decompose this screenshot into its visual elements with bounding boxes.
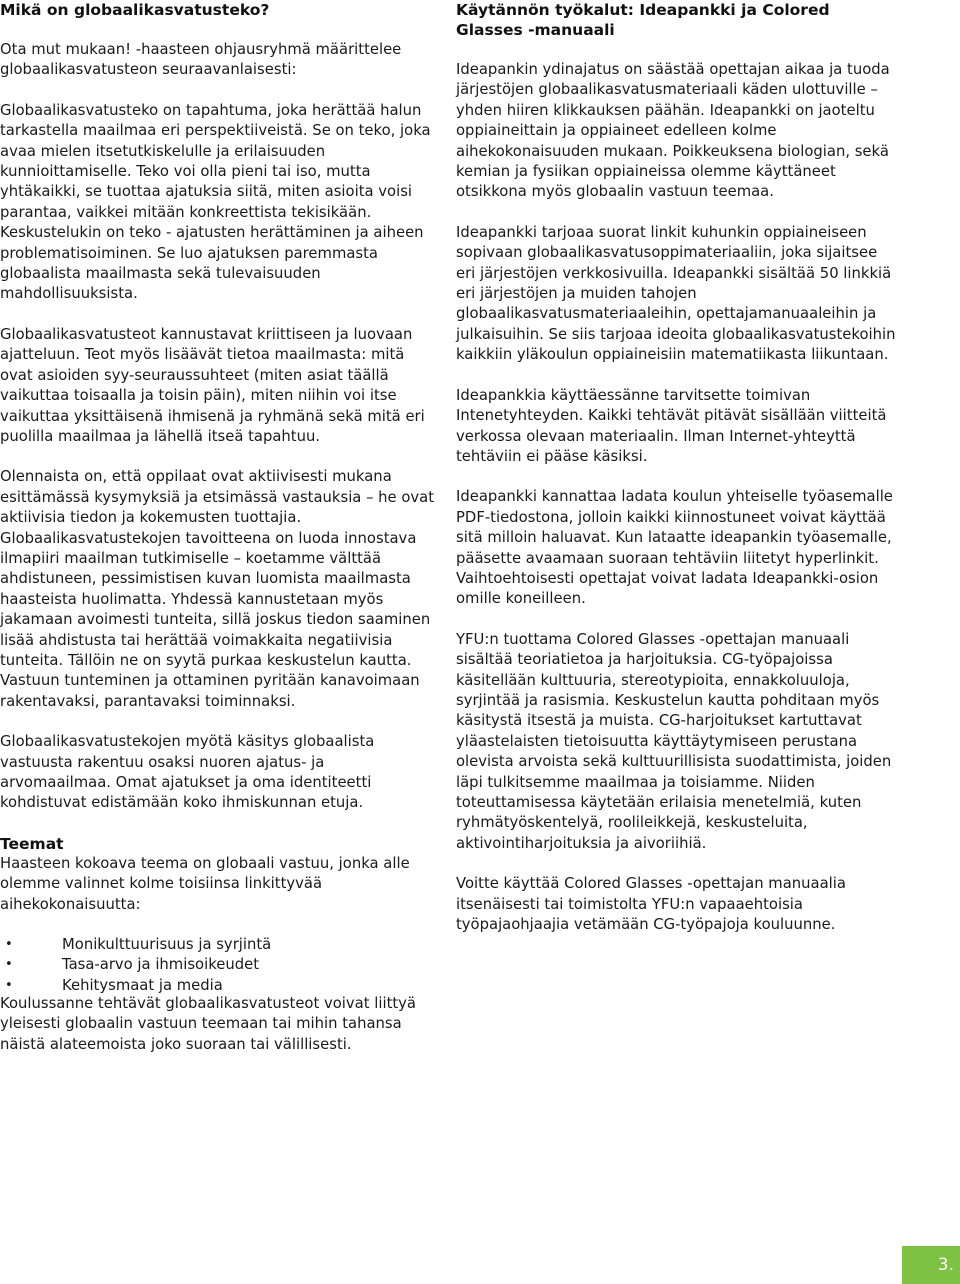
- bottom-paragraph: Koulussanne tehtävät globaalikasvatusteot voivat liittyä yleisesti globaalin vastuun teemaan tai mihin tahansa näistä alateemoista joko suoraan tai välillisesti.: [0, 995, 416, 1053]
- themes-list: [0, 935, 438, 996]
- ideapankki-links-paragraph: Ideapankki tarjoaa suorat linkit kuhunkin oppiaineiseen sopivaan globaalikasvatusoppimateriaaliin, joka sijaitsee eri järjestöjen verkkosivuilla. Ideapankki sisältää 50 linkkiä eri järjestöjen ja muiden tahojen globaalikasvatusmateriaaleihin, opettajamanuaaleihin ja julkaisuihin. Se siis tarjoaa ideoita globaalikasvatustekoihin kaikkiin yläkoulun oppiaineisiin matematiikasta liikuntaan.: [456, 223, 896, 364]
- themes-heading: Teemat: [0, 834, 64, 853]
- bullet-icon: •: [5, 937, 13, 953]
- global-responsibility-paragraph: Globaalikasvatustekojen myötä käsitys globaalista vastuusta rakentuu osaksi nuoren ajatus- ja arvomaailmaa. Omat ajatukset ja oma identiteetti kohdistuvat edistämään koko ihmiskunnan etuja.: [0, 733, 375, 812]
- download-paragraph: Ideapankki kannattaa ladata koulun yhteiselle työasemalle PDF-tiedostona, jolloin kaikki kiinnostuneet voivat käyttää sitä milloin haluavat. Kun lataatte ideapankin työasemalle, pääsette avaamaan suoraan tehtäviin liitetyt hyperlinkit. Vaihtoehtoisesti opettajat voivat ladata Ideapankki-osion omille koneilleen.: [456, 488, 893, 608]
- list-item: • Tasa-arvo ja ihmisoikeudet: [0, 955, 438, 975]
- left-column: [0, 0, 438, 996]
- volunteers-paragraph: Voitte käyttää Colored Glasses -opettajan manuaalia itsenäisesti tai toimistolta YFU:n vapaaehtoisia työpajaohjaajia vetämään CG-työpajoja kouluunne.: [456, 875, 846, 934]
- internet-paragraph: Ideapankkia käyttäessänne tarvitsette toimivan Intenetyhteyden. Kaikki tehtävät pitävät sisällään viitteitä verkossa olevaan materiaalin. Ilman Internet-yhteyttä tehtäviin ei pääse käsiksi.: [456, 386, 887, 465]
- active-students-paragraph: Olennaista on, että oppilaat ovat aktiivisesti mukana esittämässä kysymyksiä ja etsimässä vastauksia – he ovat aktiivisia tiedon ja kokemusten tuottajia. Globaalikasvatustekojen tavoitteena on luoda innostava ilmapiiri maailman tutkimiselle – koetamme välttää ahdistuneen, pessimistisen kuvan luomista maailmasta haasteista huolimatta. Yhdessä kannustetaan myös jakamaan avoimesti tunteita, sillä joskus tiedon saaminen lisää ahdistusta tai herättää voimakkaita negatiivisia tunteita. Tällöin ne on syytä purkaa keskustelun kautta. Vastuun tunteminen ja ottaminen pyritään kanavoimaan rakentavaksi, parantavaksi toiminnaksi.: [0, 468, 435, 710]
- bullet-icon: •: [5, 957, 13, 973]
- heading-tools: Käytännön työkalut: Ideapankki ja Colored Glasses -manuaali: [456, 1, 830, 39]
- ideapankki-intro-paragraph: Ideapankin ydinajatus on säästää opettajan aikaa ja tuoda järjestöjen globaalikasvatusmateriaali käden ulottuville – yhden hiiren klikkauksen päähän. Ideapankki on jaoteltu oppiaineittain ja oppiaineet edelleen kolme aihekokonaisuuden mukaan. Poikkeuksena biologian, sekä kemian ja fysiikan oppiaineissa olemme käyttäneet otsikkona myös globaalin vastuun teemaa.: [456, 61, 890, 201]
- definition-paragraph: Globaalikasvatusteko on tapahtuma, joka herättää halun tarkastella maailmaa eri perspektiiveistä. Se on teko, joka avaa mielen itsetutkiskelulle ja erilaisuuden kunnioittamiselle. Teko voi olla pieni tai iso, mutta yhtäkaikki, se tuottaa ajatuksia siitä, miten asioita voisi parantaa, vaikkei mitään konkreettista tekisikään. Keskustelukin on teko - ajatusten herättäminen ja aiheen problematisoiminen. Se luo ajatuksen paremmasta globaalista maailmasta sekä tulevaisuuden mahdollisuuksista.: [0, 101, 431, 303]
- page-number: 3.: [902, 1246, 960, 1284]
- themes-paragraph: Haasteen kokoava teema on globaali vastuu, jonka alle olemme valinnet kolme toisiinsa linkittyvää aihekokonaisuutta:: [0, 854, 410, 913]
- bullet-icon: •: [5, 977, 13, 993]
- critical-thinking-paragraph: Globaalikasvatusteot kannustavat kriittiseen ja luovaan ajatteluun. Teot myös lisäävät tietoa maailmasta: mitä ovat asioiden syy-seuraussuhteet (miten asiat täällä vaikuttaa toisaalla ja toisin päin), miten niihin voi itse vaikuttaa yksittäisenä ihmisenä ja ryhmänä sekä mitä eri puolilla maailmaa ja lähellä itseä tapahtuu.: [0, 325, 425, 445]
- colored-glasses-paragraph: YFU:n tuottama Colored Glasses -opettajan manuaali sisältää teoriatietoa ja harjoituksia. CG-työpajoissa käsitellään kulttuuria, stereotypioita, ennakkoluuloja, syrjintää ja rasismia. Keskustelun kautta pohditaan myös käsitystä itsestä ja muista. CG-harjoitukset kartuttavat yläastelaisten tietoisuutta käyttäytymiseen perustana olevista arvoista sekä kulttuurillisista suodattimista, joiden läpi tulkitsemme maailmaa ja toisiamme. Niiden toteuttamisessa käytetään erilaisia menetelmiä, kuten ryhmätyöskentelyä, roolileikkejä, keskusteluita, aktivointiharjoituksia ja aivoriihiä.: [456, 630, 892, 852]
- right-column: [456, 0, 896, 935]
- intro-paragraph: Ota mut mukaan! -haasteen ohjausryhmä määrittelee globaalikasvatusteon seuraavanlaisesti:: [0, 41, 402, 79]
- heading-what-is: Mikä on globaalikasvatusteko?: [0, 1, 270, 19]
- list-item: • Monikulttuurisuus ja syrjintä: [0, 935, 438, 955]
- list-item: • Kehitysmaat ja media: [0, 976, 438, 996]
